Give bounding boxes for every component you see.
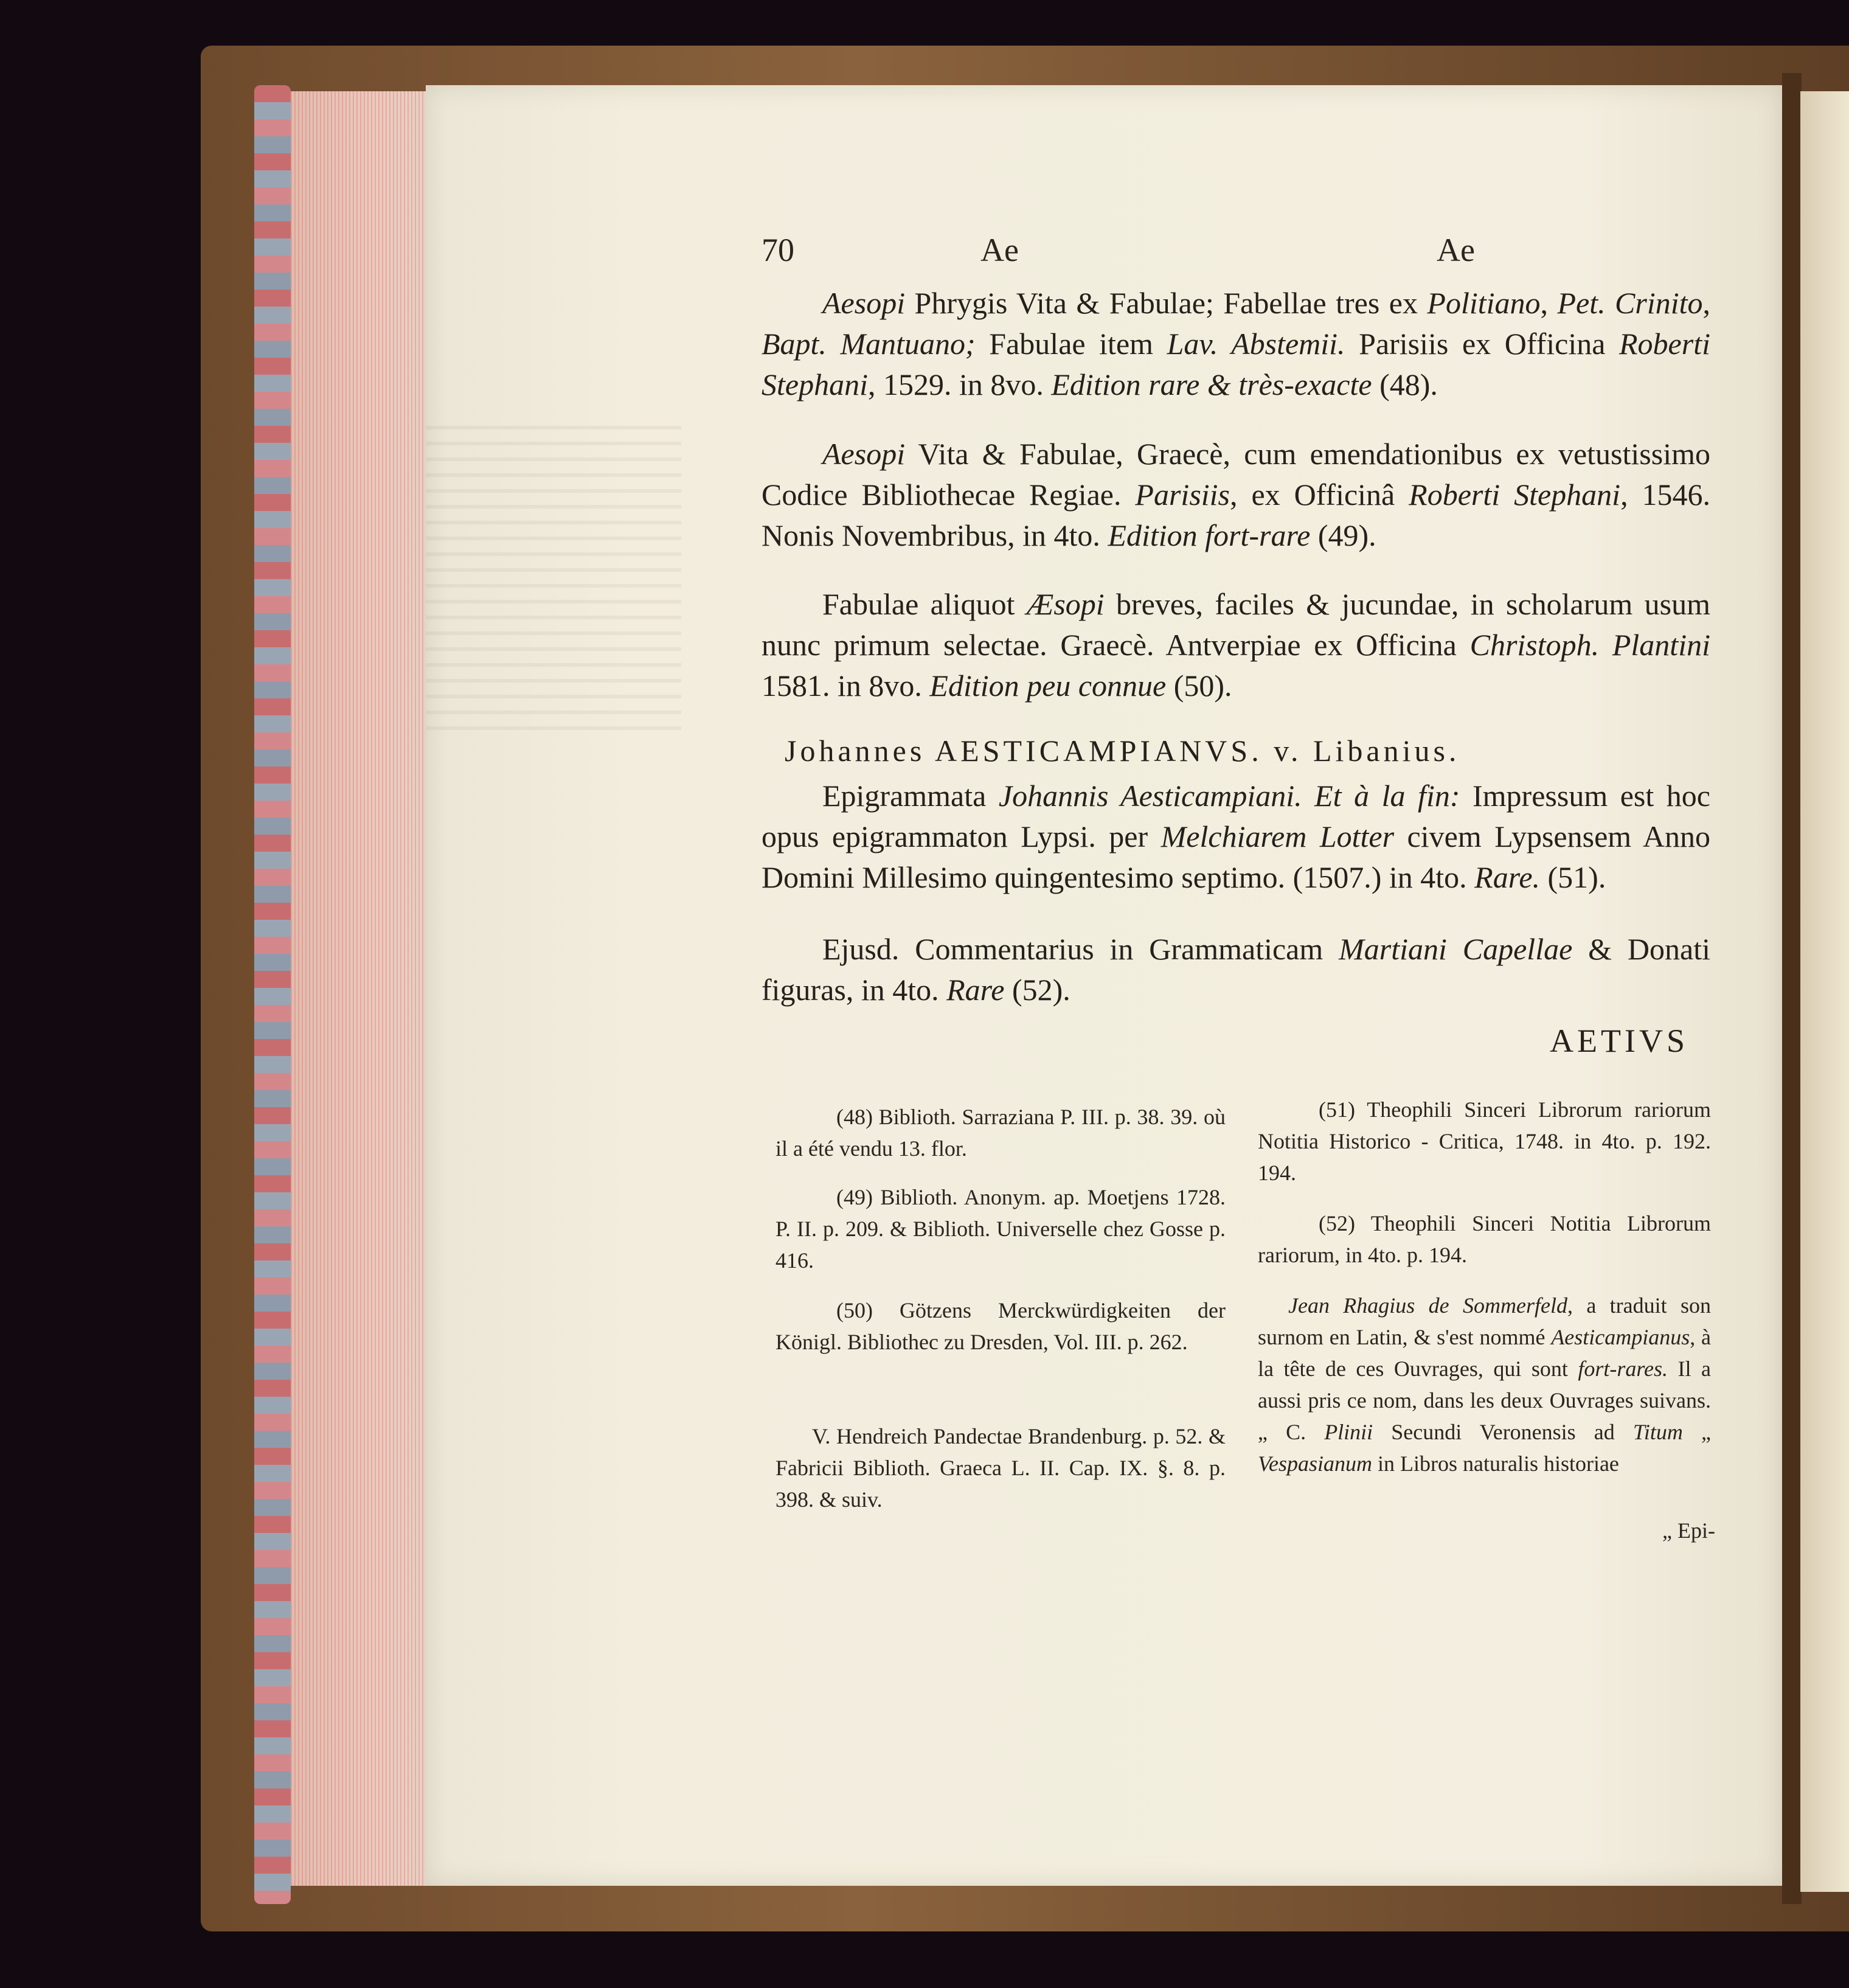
roman-run: Ejusd. Commentarius in Grammaticam xyxy=(822,932,1339,966)
aetius-heading: AETIVS xyxy=(1550,1023,1688,1059)
roman-run: Impressum est hoc opus epigrammaton Lypsi. per xyxy=(761,779,1710,853)
roman-run: , ex Officinâ xyxy=(1230,478,1409,512)
italic-run: Et à la fin: xyxy=(1314,779,1460,813)
catchword: „ Epi- xyxy=(1662,1518,1715,1543)
roman-run: & Donati figuras, in 4to. xyxy=(761,932,1710,1007)
italic-run: Politiano xyxy=(1427,286,1541,320)
italic-run: Plinii xyxy=(1324,1420,1373,1444)
roman-run: „ xyxy=(1682,1420,1711,1444)
roman-run: , a traduit son surnom en Latin, & s'est nommé xyxy=(1258,1293,1711,1349)
italic-run: Edition peu connue xyxy=(929,669,1167,703)
page-block-edges xyxy=(291,91,429,1886)
roman-run: Fabulae item xyxy=(975,327,1167,361)
footnote-51: (51) Theophili Sinceri Librorum rariorum Notitia Historico - Critica, 1748. in 4to. p. 192. 194. xyxy=(1258,1097,1711,1185)
italic-run: Edition rare & très-exacte xyxy=(1051,367,1372,401)
running-head-left: Ae xyxy=(980,232,1019,268)
italic-run: Aesopi xyxy=(822,286,906,320)
italic-run: Vespasianum xyxy=(1258,1451,1372,1476)
italic-run: Jean Rhagius de Sommerfeld xyxy=(1288,1293,1567,1318)
roman-run: Epigrammata xyxy=(822,779,999,813)
italic-run: Aesopi xyxy=(822,437,906,471)
book-gutter xyxy=(1782,73,1802,1904)
italic-run: Johannis Aesticampiani. xyxy=(998,779,1302,813)
italic-run: Æsopi xyxy=(1026,587,1105,621)
roman-run: , 1529. in 8vo. xyxy=(867,367,1052,401)
running-head-right: Ae xyxy=(1437,232,1475,268)
roman-run: , xyxy=(1540,286,1558,320)
italic-run: Rare xyxy=(946,973,1005,1007)
roman-run: breves, faciles & jucundae, in scholarum usum nunc primum selectae. Graecè. Antverpiae ex Officina xyxy=(761,587,1710,662)
italic-run: Edition fort-rare xyxy=(1108,518,1311,552)
entry-epigrammata xyxy=(761,776,1710,898)
italic-run: Martiani Capellae xyxy=(1339,932,1573,966)
italic-run: Parisiis xyxy=(1135,478,1230,512)
bleed-through-marginalia xyxy=(426,426,681,742)
footnote-rhagius xyxy=(1258,1290,1711,1479)
roman-run: , xyxy=(1702,286,1711,320)
roman-run: , à la tête de ces Ouvrages, qui sont xyxy=(1258,1325,1711,1381)
footnote-52: (52) Theophili Sinceri Notitia Librorum rariorum, in 4to. p. 194. xyxy=(1258,1211,1711,1267)
italic-run: Titum xyxy=(1632,1420,1683,1444)
entry-commentarius xyxy=(761,929,1710,1010)
roman-run: , 1546. Nonis Novembribus, in 4to. xyxy=(761,478,1710,552)
footnote-50: (50) Götzens Merckwürdigkeiten der Königl. Bibliothec zu Dresden, Vol. III. p. 262. xyxy=(775,1298,1226,1354)
roman-run: in Libros naturalis historiae xyxy=(1372,1451,1619,1476)
author-heading: Johannes AESTICAMPIANVS. v. Libanius. xyxy=(785,734,1460,768)
roman-run: Vita & Fabulae, Graecè, cum emendationibus ex vetustissimo Codice Bibliothecae Regiae. xyxy=(761,437,1710,512)
roman-run: 1581. in 8vo. xyxy=(761,669,930,703)
italic-run: Roberti Stephani xyxy=(761,327,1710,401)
facing-page-edge xyxy=(1800,91,1849,1892)
footnote-hendreich: V. Hendreich Pandectae Brandenburg. p. 52. & Fabricii Biblioth. Graeca L. II. Cap. IX. §. 8. p. 398. & suiv. xyxy=(775,1424,1226,1512)
roman-run: (50). xyxy=(1166,669,1232,703)
roman-run: Secundi Veronensis ad xyxy=(1373,1420,1633,1444)
roman-run: (49). xyxy=(1310,518,1376,552)
italic-run: Lav. Abstemii. xyxy=(1167,327,1345,361)
italic-run: Christoph. Plantini xyxy=(1469,628,1710,662)
entry-aesopi-1529 xyxy=(761,283,1710,405)
footnote-48: (48) Biblioth. Sarraziana P. III. p. 38. 39. où il a été vendu 13. flor. xyxy=(775,1105,1226,1161)
italic-run: Bapt. Mantuano; xyxy=(761,327,976,361)
italic-run: Roberti Stephani xyxy=(1409,478,1621,512)
roman-run xyxy=(1302,779,1315,813)
entry-fabulae-1581 xyxy=(761,584,1710,706)
italic-run: Melchiarem Lotter xyxy=(1160,819,1395,853)
italic-run: Pet. Crinito xyxy=(1557,286,1703,320)
roman-run: Fabulae aliquot xyxy=(822,587,1027,621)
roman-run: Il a aussi pris ce nom, dans les deux Ouvrages suivans. „ C. xyxy=(1258,1357,1711,1444)
roman-run: Phrygis Vita & Fabulae; Fabellae tres ex xyxy=(905,286,1428,320)
roman-run: (52). xyxy=(1004,973,1070,1007)
roman-run: Parisiis ex Officina xyxy=(1345,327,1619,361)
italic-run: Rare. xyxy=(1474,860,1541,894)
roman-run: (48). xyxy=(1372,367,1438,401)
footnote-49: (49) Biblioth. Anonym. ap. Moetjens 1728. P. II. p. 209. & Biblioth. Universelle chez Gosse p. 416. xyxy=(775,1185,1226,1273)
italic-run: Aesticampianus xyxy=(1551,1325,1690,1349)
italic-run: fort-rares. xyxy=(1578,1357,1668,1381)
page-number: 70 xyxy=(761,232,794,268)
entry-aesopi-1546 xyxy=(761,434,1710,556)
roman-run: civem Lypsensem Anno Domini Millesimo quingentesimo septimo. (1507.) in 4to. xyxy=(761,819,1710,894)
marbled-edge xyxy=(254,85,291,1904)
roman-run: (51). xyxy=(1540,860,1606,894)
